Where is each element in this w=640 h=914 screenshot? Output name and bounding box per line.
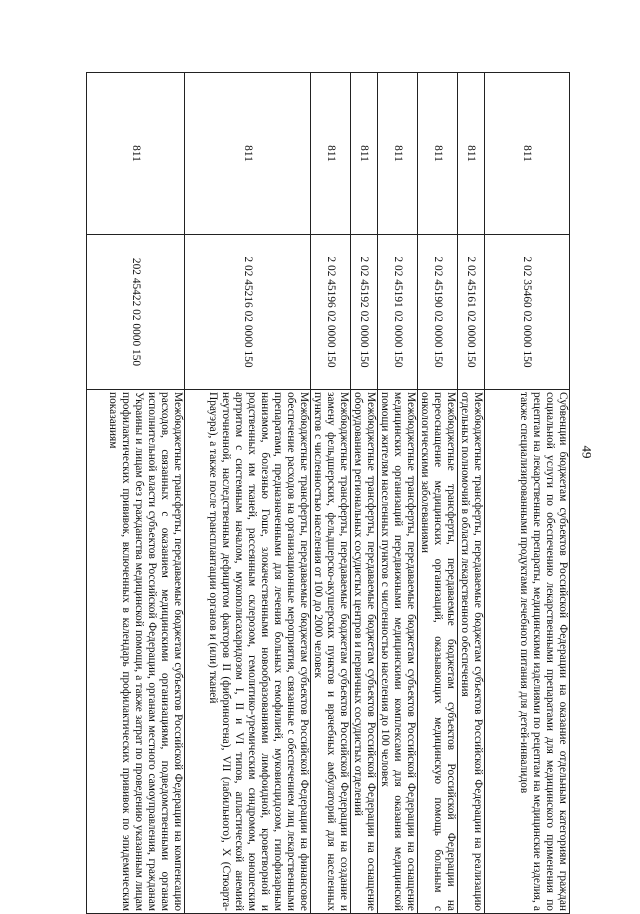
admin-code-cell: 811 — [351, 73, 378, 235]
description-cell: Межбюджетные трансферты, передаваемые бюджетам субъектов Российской Федерации на создание и замену фельдшерских, фельдшерско-акушерских пунктов и врачебных амбулаторий для населенных пунктов с численностью населения от 100 до 2000 человек — [311, 390, 351, 914]
description-cell: Межбюджетные трансферты, передаваемые бюджетам субъектов Российской Федерации на переоснащение медицинских организаций, оказывающих медицинскую помощь больным с онкологическими заболеваниями — [418, 390, 458, 914]
table-row — [418, 73, 458, 914]
rotated-table-container — [68, 72, 570, 911]
budget-code-cell: 202 45422 02 0000 150 — [87, 235, 185, 390]
budget-codes-table — [86, 72, 570, 914]
description-cell: Межбюджетные трансферты, передаваемые бюджетам субъектов Российской Федерации на реализацию отдельных полномочий в области лекарственного обеспечения — [458, 390, 485, 914]
table-row — [378, 73, 418, 914]
description-cell: Субвенции бюджетам субъектов Российской Федерации на оказание отдельным категориям граждан социальной услуги по обеспечению лекарственными препаратами для медицинского применения по рецептам на лекарственные препараты, медицинскими изделиями по рецептам на медицинские изделия, а также специализированными продуктами лечебного питания для детей-инвалидов — [485, 390, 570, 914]
table-row — [185, 73, 311, 914]
description-cell: Межбюджетные трансферты, передаваемые бюджетам субъектов Российской Федерации на компенсацию расходов, связанных с оказанием медицинскими организациями, подведомственными органам исполнительной власти субъектов Российской Федерации, органам местного самоуправления, гражданам Украины и лицам без гражданства медицинской помощи, а также затрат по проведению указанным лицам профилактических прививок, включенных в календарь профилактических прививок по эпидемическим показаниям — [87, 390, 185, 914]
admin-code-cell: 811 — [418, 73, 458, 235]
page-number: 49 — [579, 445, 595, 459]
table-row — [458, 73, 485, 914]
admin-code-cell: 811 — [185, 73, 311, 235]
budget-code-cell: 2 02 45192 02 0000 150 — [351, 235, 378, 390]
admin-code-cell: 811 — [311, 73, 351, 235]
budget-code-cell: 2 02 45196 02 0000 150 — [311, 235, 351, 390]
description-cell: Межбюджетные трансферты, передаваемые бюджетам субъектов Российской Федерации на финансовое обеспечение расходов на организационные мероприятия, связанные с обеспечением лиц лекарственными препаратами, предназначенными для лечения больных гемофилией, муковисцидозом, гипофизарным нанизмом, болезнью Гоше, злокачественными новообразованиями лимфоидной, кроветворной и родственных им тканей, рассеянным склерозом, гемолитико-уремическим синдромом, юношеским артритом с системным началом, мукополисахаридозом I, II и VI типов, апластической анемией неуточненной, наследственным дефицитом факторов II (фибриногена), VII (лабильного), X (Стюарта-Прауэра), а также после трансплантации органов и (или) тканей — [185, 390, 311, 914]
description-cell: Межбюджетные трансферты, передаваемые бюджетам субъектов Российской Федерации на оснащение оборудованием региональных сосудистых центров и первичных сосудистых отделений — [351, 390, 378, 914]
admin-code-cell: 811 — [485, 73, 570, 235]
admin-code-cell: 811 — [87, 73, 185, 235]
admin-code-cell: 811 — [458, 73, 485, 235]
table-row — [87, 73, 185, 914]
budget-code-cell: 2 02 45161 02 0000 150 — [458, 235, 485, 390]
budget-code-cell: 2 02 45190 02 0000 150 — [418, 235, 458, 390]
admin-code-cell: 811 — [378, 73, 418, 235]
description-cell: Межбюджетные трансферты, передаваемые бюджетам субъектов Российской Федерации на оснащение медицинских организаций передвижными медицинскими комплексами для оказания медицинской помощи жителям населенных пунктов с численностью населения до 100 человек — [378, 390, 418, 914]
budget-code-cell: 2 02 45216 02 0000 150 — [185, 235, 311, 390]
table-row — [311, 73, 351, 914]
budget-code-cell: 2 02 45191 02 0000 150 — [378, 235, 418, 390]
table-row — [351, 73, 378, 914]
budget-code-cell: 2 02 35460 02 0000 150 — [485, 235, 570, 390]
table-row — [485, 73, 570, 914]
